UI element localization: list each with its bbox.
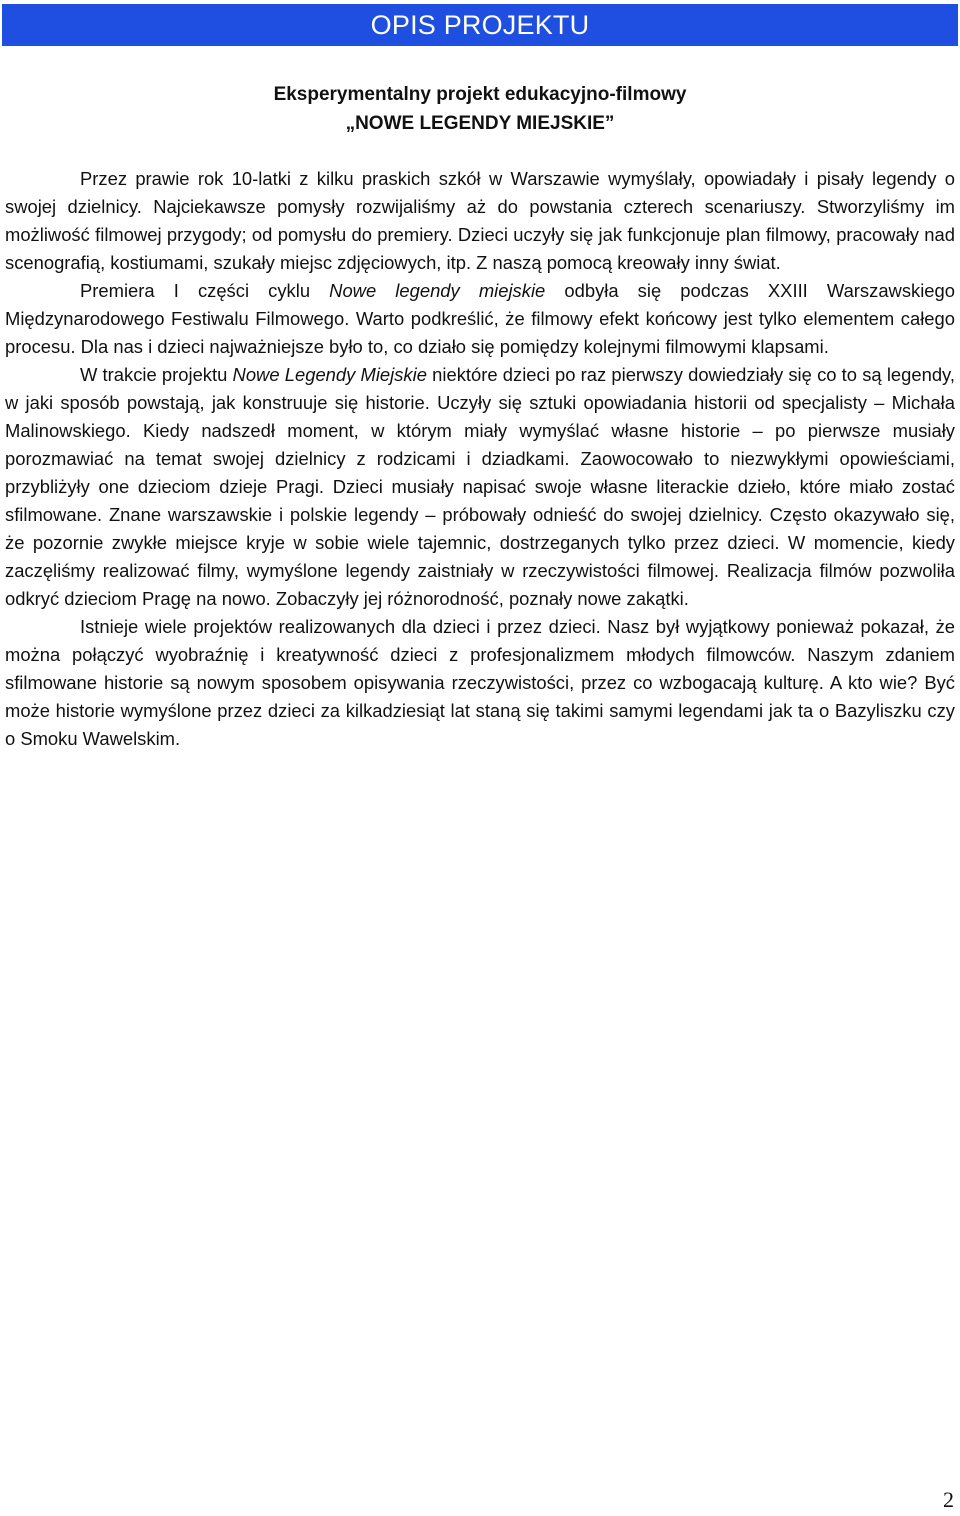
project-description: [5, 165, 955, 753]
paragraph-text: W trakcie projektu: [80, 364, 233, 385]
project-name: „NOWE LEGENDY MIEJSKIE”: [345, 113, 615, 134]
paragraph-1: Przez prawie rok 10-latki z kilku praskich szkół w Warszawie wymyślały, opowiadały i pisały legendy o swojej dzielnicy. Najciekawsze pomysły rozwijaliśmy aż do powstania czterech scenariuszy. Stworzyliśmy im możliwość filmowej przygody; od pomysłu do premiery. Dzieci uczyły się jak funkcjonuje plan filmowy, pracowały nad scenografią, kostiumami, szukały miejsc zdjęciowych, itp. Z naszą pomocą kreowały inny świat.: [5, 168, 955, 273]
project-title-emphasis: Nowe legendy miejskie: [329, 280, 546, 301]
paragraph-3: [5, 361, 955, 613]
paragraph-4: Istnieje wiele projektów realizowanych dla dzieci i przez dzieci. Nasz był wyjątkowy ponieważ pokazał, że można połączyć wyobraźnię i kreatywność dzieci z profesjonalizmem młodych filmowców. Naszym zdaniem sfilmowane historie są nowym sposobem opisywania rzeczywistości, przez co wzbogacają kulturę. A kto wie? Być może historie wymyślone przez dzieci za kilkadziesiąt lat staną się takimi samymi legendami jak ta o Bazyliszku czy o Smoku Wawelskim.: [5, 616, 955, 749]
paragraph-text: Premiera I części cyklu: [80, 280, 330, 301]
paragraph-2: [5, 277, 955, 361]
project-subtitle: Eksperymentalny projekt edukacyjno-filmowy: [273, 84, 687, 105]
page-number: 2: [943, 1487, 954, 1512]
page-title: OPIS PROJEKTU: [370, 10, 590, 40]
page-title-banner: [2, 4, 958, 46]
paragraph-text: niektóre dzieci po raz pierwszy dowiedziały się co to są legendy, w jaki sposób powstają, jak konstruuje się historie. Uczyły się sztuki opowiadania historii od specjalisty – Michała Malinowskiego. Kiedy nadszedł moment, w którym miały wymyślać własne historie – po pierwsze musiały porozmawiać na temat swojej dzielnicy z rodzicami i dziadkami. Zaowocowało to niezwykłymi opowieściami, przybliżyły one dzieciom dzieje Pragi. Dzieci musiały napisać swoje własne literackie dzieło, które miało zostać sfilmowane. Znane warszawskie i polskie legendy – próbowały odnieść do swojej dzielnicy. Często okazywało się, że pozornie zwykłe miejsce kryje w sobie wiele tajemnic, dostrzeganych tylko przez dzieci. W momencie, kiedy zaczęliśmy realizować filmy, wymyślone legendy zaistniały w rzeczywistości filmowej. Realizacja filmów pozwoliła odkryć dzieciom Pragę na nowo. Zobaczyły jej różnorodność, poznały nowe zakątki.: [5, 364, 956, 609]
paragraph-text: odbyła się podczas XXIII Warszawskiego Międzynarodowego Festiwalu Filmowego. Warto podkreślić, że filmowy efekt końcowy jest tylko elementem całego procesu. Dla nas i dzieci najważniejsze było to, co działo się pomiędzy kolejnymi filmowymi klapsami.: [5, 280, 955, 357]
project-title-emphasis: Nowe Legendy Miejskie: [232, 364, 427, 385]
